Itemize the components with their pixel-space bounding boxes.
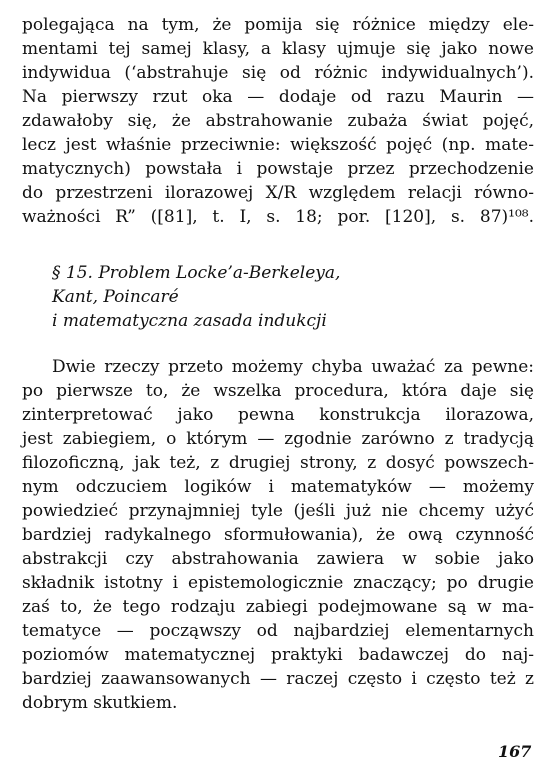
heading-line: Kant, Poincaré — [52, 287, 179, 307]
heading-line: i matematyczna zasada indukcji — [52, 311, 327, 331]
text-line: powiedzieć przynajmniej tyle (jeśli już nie chcemy użyć — [22, 501, 534, 521]
text-line: tematyce — począwszy od najbardziej elementarnych — [22, 621, 534, 641]
text-line: poziomów matematycznej praktyki badawczej do naj- — [22, 645, 534, 665]
text-line: polegająca na tym, że pomija się różnice między ele- — [22, 15, 534, 35]
text-line: abstrakcji czy abstrahowania zawiera w sobie jako — [22, 549, 534, 569]
heading-line: § 15. Problem Locke’a-Berkeleya, — [52, 263, 341, 283]
text-line: dobrym skutkiem. — [22, 693, 178, 713]
text-line: zaś to, że tego rodzaju zabiegi podejmowane są w ma- — [22, 597, 534, 617]
text-line: zdawałoby się, że abstrahowanie zubaża świat pojęć, — [22, 111, 534, 131]
text-line: po pierwsze to, że wszelka procedura, która daje się — [22, 381, 534, 401]
text-line: składnik istotny i epistemologicznie znaczący; po drugie — [22, 573, 534, 593]
text-line: nym odczuciem logików i matematyków — możemy — [22, 477, 534, 497]
text-line: Dwie rzeczy przeto możemy chyba uważać za pewne: — [52, 357, 534, 377]
text-line: lecz jest właśnie przeciwnie: większość pojęć (np. mate- — [22, 135, 534, 155]
text-line: filozoficzną, jak też, z drugiej strony, z dosyć powszech- — [22, 453, 534, 473]
text-line: bardziej radykalnego sformułowania), że ową czynność — [22, 525, 534, 545]
text-line: do przestrzeni ilorazowej X/R względem relacji równo- — [22, 183, 534, 203]
page-number: 167 — [498, 742, 532, 761]
text-line: zinterpretować jako pewna konstrukcja ilorazowa, — [22, 405, 534, 425]
text-line: indywidua (‘abstrahuje się od różnic indywidualnych’). — [22, 63, 534, 83]
text-line: mentami tej samej klasy, a klasy ujmuje się jako nowe — [22, 39, 534, 59]
text-line: matycznych) powstała i powstaje przez przechodzenie — [22, 159, 534, 179]
text-line: bardziej zaawansowanych — raczej często i często też z — [22, 669, 534, 689]
text-line: Na pierwszy rzut oka — dodaje od razu Maurin — — [22, 87, 534, 107]
text-line: jest zabiegiem, o którym — zgodnie zarówno z tradycją — [22, 429, 534, 449]
text-line: ważności R” ([81], t. I, s. 18; por. [120], s. 87)¹⁰⁸. — [22, 207, 534, 227]
